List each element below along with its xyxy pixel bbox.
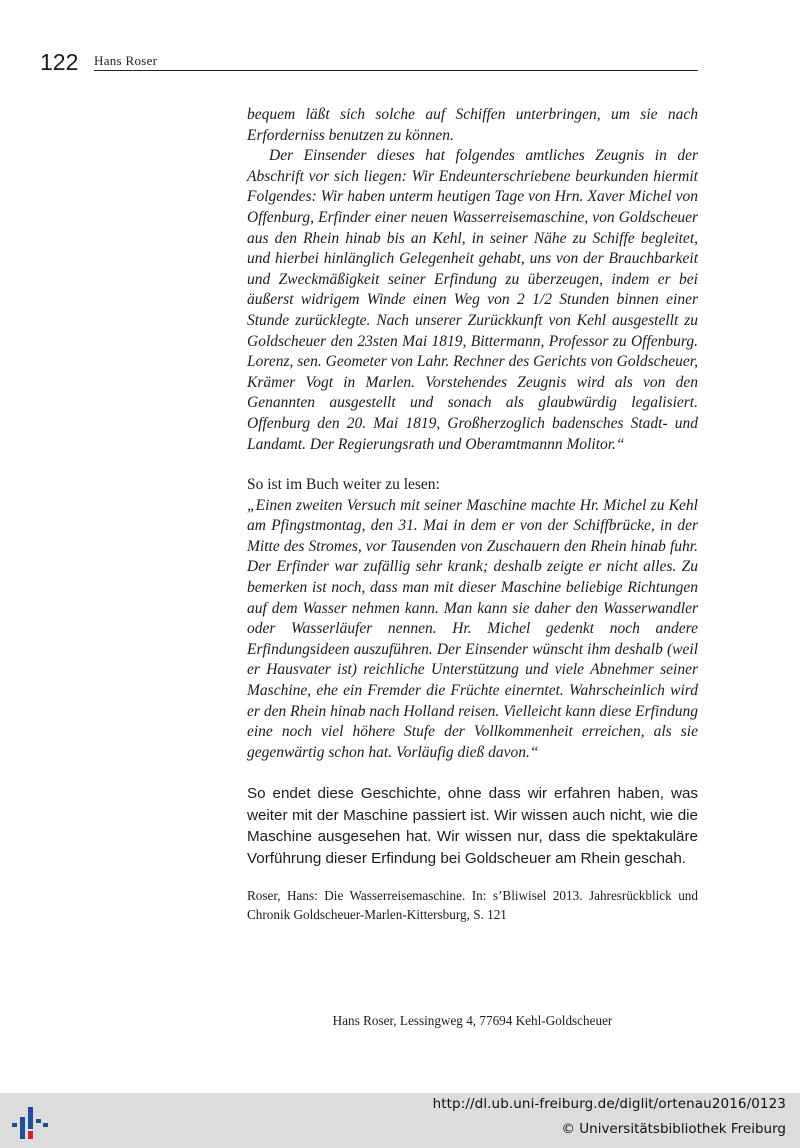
paragraph-certificate: Der Einsender dieses hat folgendes amtliches Zeugnis in der Abschrift vor sich liegen: Wir Endeunterschriebene beurkunden hiermit Folgendes: Wir haben unterm heutigen Tage von Hrn. Xaver Michel von Offenburg, Erfinder einer neuen Wasserreisemaschine, von Goldscheuer aus den Rhein hinab bis an Kehl, in seiner Nähe zu Schiffe begleitet, und hierbei hinlänglich Gelegenheit gehabt, uns von der Brauchbarkeit und Zweckmäßigkeit seiner Erfindung zu überzeugen, indem er bei äußerst widrigem Winde einen Weg von 2 1/2 Stunden binnen einer Stunde zurücklegte. Nach unserer Zurückkunft von Kehl ausgestellt zu Goldscheuer den 23sten Mai 1819, Bittermann, Professor zu Offenburg. Lorenz, sen. Geometer von Lahr. Rechner des Gerichts von Goldscheuer, Krämer Vogt in Marlen. Vorstehendes Zeugnis wird als von den Genannten ausgestellt und sonach als glaubwürdig legalisiert. Offenburg den 20. Mai 1819, Großherzoglich badensches Stadt- und Landamt. Der Regierungsrath und Oberamtmannn Molitor.“ (247, 147, 698, 453)
intro-line: So ist im Buch weiter zu lesen: (247, 476, 440, 494)
article-body (247, 105, 698, 925)
page-header (40, 49, 698, 75)
paragraph-gap (247, 455, 698, 475)
copyright-notice: © Universitätsbibliothek Freiburg (561, 1121, 786, 1137)
source-url-link[interactable]: http://dl.ub.uni-freiburg.de/diglit/ortenau2016/0123 (432, 1096, 786, 1112)
library-footer (0, 1093, 800, 1148)
header-rule (94, 70, 698, 71)
author-address: Hans Roser, Lessingweg 4, 77694 Kehl-Goldscheuer (332, 1013, 613, 1028)
paragraph-second-trial: „Einen zweiten Versuch mit seiner Maschine machte Hr. Michel zu Kehl am Pfingstmontag, den 31. Mai in dem er von der Schiffbrücke, in der Mitte des Stromes, vor Tausenden von Zuschauern den Rhein hinab fuhr. Der Erfinder war zufällig sehr krank; deshalb zeigte er nicht alles. Zu bemerken ist noch, dass man mit dieser Maschine beliebige Richtungen auf dem Wasser nehmen kann. Man kann sie daher den Wasserwandler oder Wasserläufer nennen. Hr. Michel gedenkt noch andere Erfindungsideen auszuführen. Der Einsender wünscht ihm deshalb (weil er Hausvater ist) reichliche Unterstützung und viele Abnehmer seiner Maschine, ehe ein Fremder die Früchte einerntet. Wahrscheinlich wird er den Rhein hinab nach Holland reisen. Vielleicht kann diese Erfindung eine noch viel höhere Stufe der Vollkommenheit erreichen, als sie gegenwärtig schon hat. Vorläufig dieß davon.“ (247, 496, 698, 761)
paragraph-quote-end: bequem läßt sich solche auf Schiffen unterbringen, um sie nach Erforderniss benutzen zu können. (247, 106, 698, 144)
page-number: 122 (40, 49, 79, 75)
paragraph-conclusion: So endet diese Geschichte, ohne dass wir erfahren haben, was weiter mit der Maschine passiert ist. Wir wissen auch nicht, wie die Maschine ausgesehen hat. Wir wissen nur, dass die spektakuläre Vorführung dieser Erfindung bei Goldscheuer am Rhein geschah. (247, 785, 698, 867)
ub-freiburg-bars-icon (10, 1101, 50, 1141)
paragraph-gap (247, 763, 698, 783)
source-citation: Roser, Hans: Die Wasserreisemaschine. In: s’Bliwisel 2013. Jahresrückblick und Chronik Goldscheuer-Marlen-Kittersburg, S. 121 (247, 888, 698, 922)
running-head-author: Hans Roser (94, 53, 158, 68)
